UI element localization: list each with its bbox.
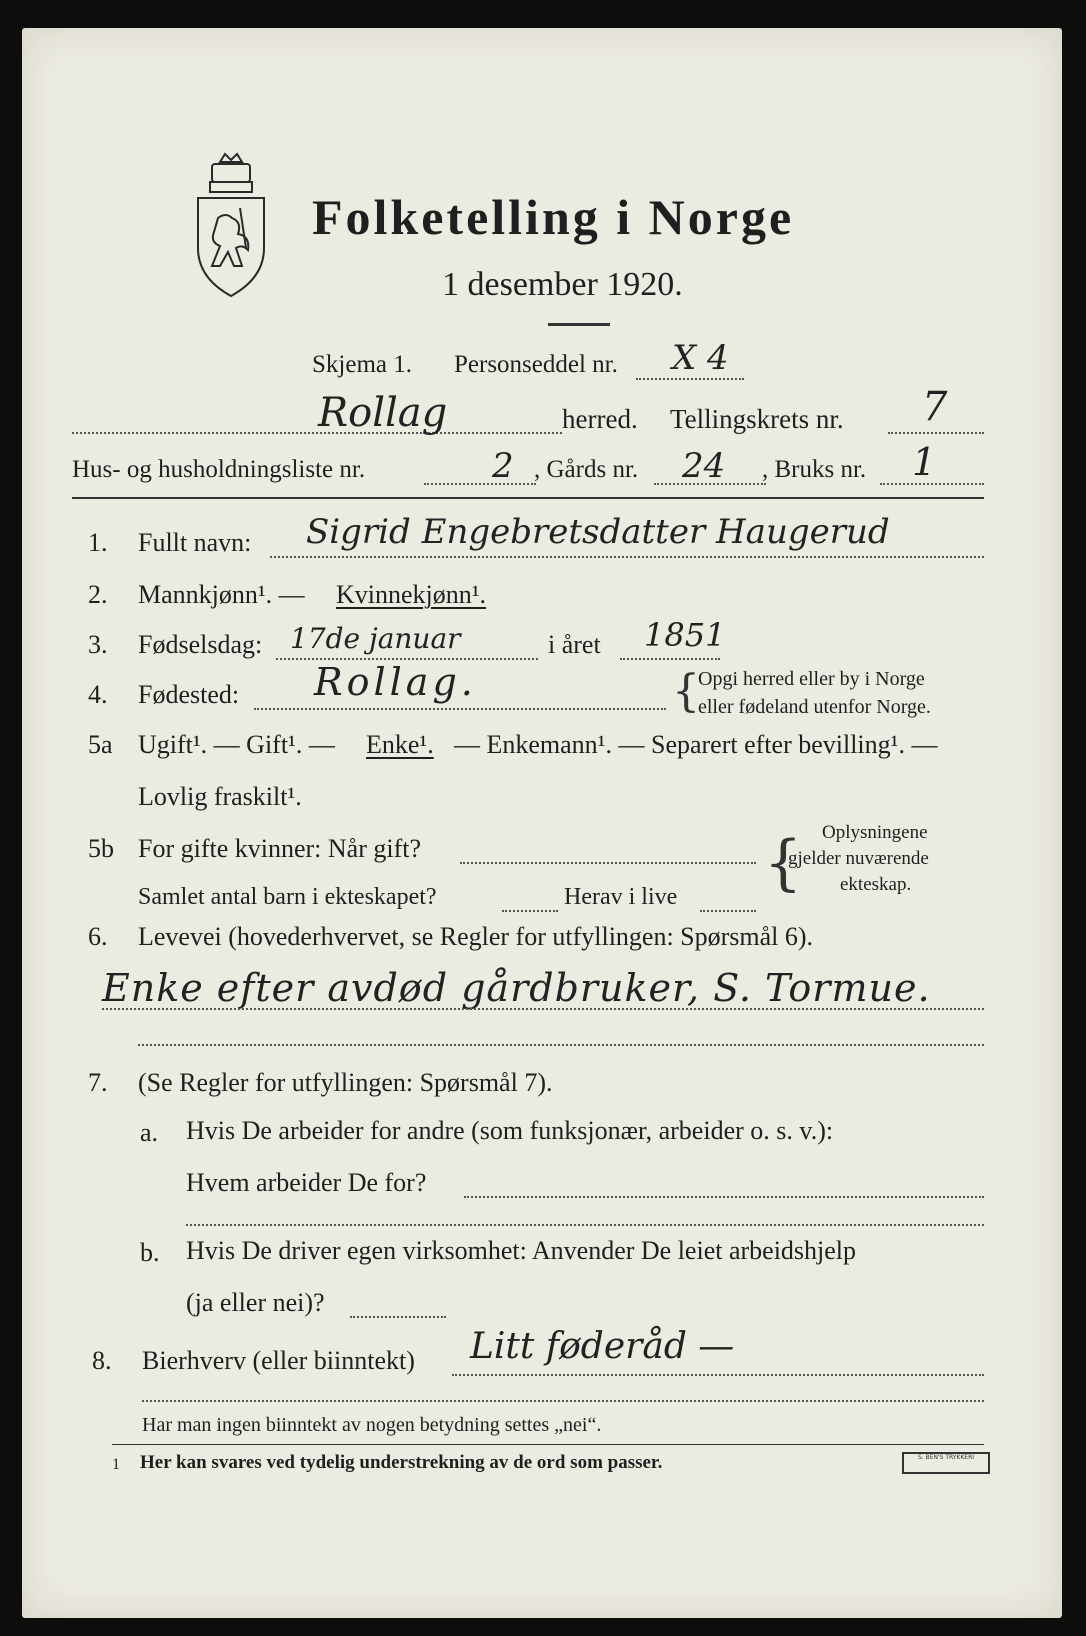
q3-value[interactable]: 17de januar	[290, 622, 461, 655]
schema-label: Skjema 1.	[312, 351, 412, 378]
q5b-note-3: ekteskap.	[840, 874, 912, 895]
husliste-line	[424, 483, 536, 485]
q6-value[interactable]: Enke efter avdød gårdbruker, S. Tormue.	[102, 966, 931, 1010]
q3-number: 3.	[88, 630, 108, 659]
bruks-value[interactable]: 1	[912, 440, 937, 484]
q2-female: Kvinnekjønn¹.	[336, 580, 487, 609]
q7a-line-1	[464, 1196, 984, 1198]
title-divider	[548, 323, 610, 326]
q7-number: 7.	[88, 1068, 108, 1097]
gards-value[interactable]: 24	[682, 446, 726, 486]
q6-line-1	[102, 1008, 984, 1010]
footnote-number: 1	[112, 1456, 120, 1473]
q7a-label: Hvis De arbeider for andre (som funksjonær, arbeider o. s. v.):	[186, 1116, 834, 1145]
personseddel-line	[636, 378, 744, 380]
q5a-ugift-gift: Ugift¹. — Gift¹. —	[138, 730, 335, 759]
q8-number: 8.	[92, 1346, 112, 1375]
printer-stamp: S. BEN'S TRYKKERI	[902, 1452, 990, 1474]
footer-note: Har man ingen biinntekt av nogen betydning settes „nei“.	[142, 1414, 602, 1436]
q1-label: Fullt navn:	[138, 528, 252, 557]
coat-of-arms-icon	[190, 148, 272, 298]
q7a-letter: a.	[140, 1118, 159, 1147]
q7a-employer-label: Hvem arbeider De for?	[186, 1168, 427, 1197]
husliste-label: Hus- og husholdningsliste nr.	[72, 456, 366, 483]
q8-label: Bierhverv (eller biinntekt)	[142, 1346, 415, 1375]
q5b-herav-label: Herav i live	[564, 884, 678, 910]
q1-line	[270, 556, 984, 558]
tellingskrets-label: Tellingskrets nr.	[670, 404, 844, 434]
q5b-note-1: Oplysningene	[822, 822, 928, 843]
q5b-children-label: Samlet antal barn i ekteskapet?	[138, 884, 437, 910]
q5b-herav-line	[700, 910, 756, 912]
q8-line	[452, 1374, 984, 1376]
tellingskrets-line	[888, 432, 984, 434]
q4-number: 4.	[88, 680, 108, 709]
q4-note-2: eller fødeland utenfor Norge.	[698, 696, 931, 718]
bruks-label: , Bruks nr.	[762, 456, 867, 483]
q5b-when-line	[460, 862, 756, 864]
form-title: Folketelling i Norge	[312, 189, 795, 245]
q5a-lovlig-fraskilt: Lovlig fraskilt¹.	[138, 782, 302, 811]
tellingskrets-value[interactable]: 7	[922, 384, 948, 430]
q3-year-value[interactable]: 1851	[644, 616, 726, 654]
q7b-yesno-label: (ja eller nei)?	[186, 1288, 325, 1317]
q2-number: 2.	[88, 580, 108, 609]
q4-line	[254, 708, 666, 710]
q5b-label: For gifte kvinner: Når gift?	[138, 834, 422, 863]
q5b-note-2: gjelder nuværende	[788, 848, 929, 869]
q7a-line-2	[186, 1224, 984, 1226]
q4-brace: {	[672, 666, 700, 717]
q7-label: (Se Regler for utfyllingen: Spørsmål 7).	[138, 1068, 553, 1097]
q3-year-label: i året	[548, 630, 601, 659]
q3-year-line	[620, 658, 720, 660]
q6-label: Levevei (hovederhvervet, se Regler for utfyllingen: Spørsmål 6).	[138, 922, 814, 951]
q6-number: 6.	[88, 922, 108, 951]
q5a-enke: Enke¹.	[366, 730, 434, 759]
q2-male: Mannkjønn¹. —	[138, 580, 305, 609]
census-form-paper	[22, 28, 1062, 1618]
herred-label: herred.	[562, 404, 638, 434]
herred-line	[72, 432, 562, 434]
q7b-line	[350, 1316, 446, 1318]
q8-line-2	[142, 1400, 984, 1402]
gards-label: , Gårds nr.	[534, 456, 639, 483]
q5b-children-line	[502, 910, 558, 912]
personseddel-value[interactable]: X 4	[672, 338, 729, 378]
q8-value[interactable]: Litt føderåd —	[470, 1326, 735, 1367]
q1-value[interactable]: Sigrid Engebretsdatter Haugerud	[306, 512, 890, 552]
q4-label: Fødested:	[138, 680, 240, 709]
header-divider	[72, 497, 984, 499]
personseddel-label: Personseddel nr.	[454, 351, 618, 378]
q7b-label: Hvis De driver egen virksomhet: Anvender De leiet arbeidshjelp	[186, 1236, 857, 1265]
q5b-number: 5b	[88, 834, 114, 863]
q1-number: 1.	[88, 528, 108, 557]
footer-divider	[112, 1444, 984, 1445]
q3-label: Fødselsdag:	[138, 630, 263, 659]
census-date: 1 desember 1920.	[442, 266, 683, 303]
q5a-number: 5a	[88, 730, 113, 759]
q4-note-1: Opgi herred eller by i Norge	[698, 668, 925, 690]
herred-value[interactable]: Rollag	[318, 390, 448, 436]
q5a-rest: — Enkemann¹. — Separert efter bevilling¹. —	[454, 730, 938, 759]
q7b-letter: b.	[140, 1238, 160, 1267]
q6-line-2	[138, 1044, 984, 1046]
husliste-value[interactable]: 2	[492, 446, 514, 486]
q4-value[interactable]: Rollag.	[314, 660, 477, 704]
footnote-text: Her kan svares ved tydelig understrekning av de ord som passer.	[140, 1452, 663, 1473]
q5b-brace: {	[764, 828, 803, 898]
